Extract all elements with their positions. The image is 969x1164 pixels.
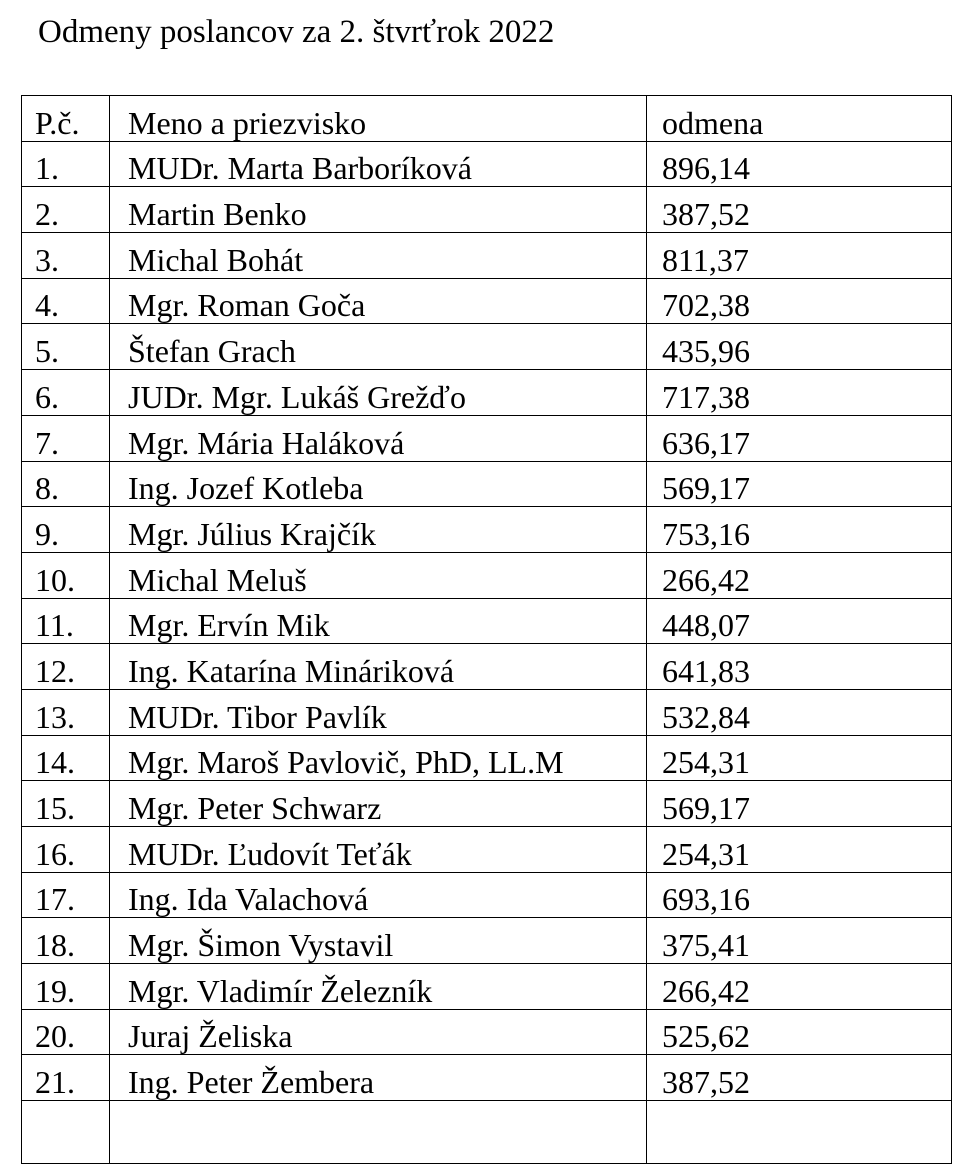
table-row	[22, 644, 952, 690]
row-amount: 387,52	[647, 1055, 952, 1101]
row-amount: 266,42	[647, 552, 952, 598]
row-amount: 448,07	[647, 598, 952, 644]
empty-table-row	[22, 1101, 952, 1164]
row-amount: 254,31	[647, 735, 952, 781]
empty-cell	[22, 1101, 110, 1164]
header-number: P.č.	[22, 96, 110, 142]
row-name: MUDr. Ľudovít Teťák	[110, 827, 647, 873]
row-number: 13.	[22, 689, 110, 735]
table-row	[22, 278, 952, 324]
row-name: Mgr. Peter Schwarz	[110, 781, 647, 827]
row-number: 14.	[22, 735, 110, 781]
row-amount: 636,17	[647, 415, 952, 461]
row-amount: 532,84	[647, 689, 952, 735]
table-row	[22, 872, 952, 918]
table-row	[22, 324, 952, 370]
table-row	[22, 918, 952, 964]
row-number: 6.	[22, 370, 110, 416]
row-amount: 641,83	[647, 644, 952, 690]
table-row	[22, 552, 952, 598]
row-amount: 254,31	[647, 827, 952, 873]
row-amount: 375,41	[647, 918, 952, 964]
page-title: Odmeny poslancov za 2. štvrťrok 2022	[38, 14, 555, 50]
row-amount: 387,52	[647, 187, 952, 233]
row-number: 8.	[22, 461, 110, 507]
table-row	[22, 415, 952, 461]
row-name: Mgr. Maroš Pavlovič, PhD, LL.M	[110, 735, 647, 781]
row-amount: 702,38	[647, 278, 952, 324]
row-number: 19.	[22, 964, 110, 1010]
table-row	[22, 507, 952, 553]
row-number: 12.	[22, 644, 110, 690]
row-name: Michal Meluš	[110, 552, 647, 598]
row-amount: 896,14	[647, 141, 952, 187]
row-name: Martin Benko	[110, 187, 647, 233]
row-name: Štefan Grach	[110, 324, 647, 370]
row-amount: 569,17	[647, 461, 952, 507]
table-row	[22, 827, 952, 873]
row-amount: 266,42	[647, 964, 952, 1010]
table-row	[22, 689, 952, 735]
row-name: Juraj Želiska	[110, 1009, 647, 1055]
row-amount: 717,38	[647, 370, 952, 416]
row-number: 17.	[22, 872, 110, 918]
table-row	[22, 233, 952, 279]
row-name: Mgr. Ervín Mik	[110, 598, 647, 644]
row-name: Ing. Jozef Kotleba	[110, 461, 647, 507]
table-row	[22, 187, 952, 233]
row-number: 11.	[22, 598, 110, 644]
row-number: 7.	[22, 415, 110, 461]
empty-cell	[110, 1101, 647, 1164]
row-number: 1.	[22, 141, 110, 187]
table-row	[22, 1055, 952, 1101]
row-name: Mgr. Július Krajčík	[110, 507, 647, 553]
row-number: 5.	[22, 324, 110, 370]
table-row	[22, 1009, 952, 1055]
row-number: 3.	[22, 233, 110, 279]
row-name: Ing. Ida Valachová	[110, 872, 647, 918]
row-amount: 569,17	[647, 781, 952, 827]
compensation-table	[21, 95, 952, 1164]
row-name: Mgr. Roman Goča	[110, 278, 647, 324]
table-header-row	[22, 96, 952, 142]
empty-cell	[647, 1101, 952, 1164]
table-row	[22, 461, 952, 507]
row-number: 15.	[22, 781, 110, 827]
row-name: Ing. Katarína Mináriková	[110, 644, 647, 690]
table-row	[22, 141, 952, 187]
row-name: Ing. Peter Žembera	[110, 1055, 647, 1101]
header-amount: odmena	[647, 96, 952, 142]
table-row	[22, 370, 952, 416]
row-number: 20.	[22, 1009, 110, 1055]
row-name: MUDr. Tibor Pavlík	[110, 689, 647, 735]
row-number: 10.	[22, 552, 110, 598]
table-row	[22, 964, 952, 1010]
row-name: Mgr. Šimon Vystavil	[110, 918, 647, 964]
row-number: 21.	[22, 1055, 110, 1101]
header-name: Meno a priezvisko	[110, 96, 647, 142]
table-row	[22, 735, 952, 781]
row-number: 18.	[22, 918, 110, 964]
row-name: JUDr. Mgr. Lukáš Grežďo	[110, 370, 647, 416]
row-name: Mgr. Mária Haláková	[110, 415, 647, 461]
row-amount: 435,96	[647, 324, 952, 370]
row-number: 9.	[22, 507, 110, 553]
row-number: 16.	[22, 827, 110, 873]
table-row	[22, 598, 952, 644]
row-number: 2.	[22, 187, 110, 233]
row-number: 4.	[22, 278, 110, 324]
row-amount: 693,16	[647, 872, 952, 918]
row-amount: 525,62	[647, 1009, 952, 1055]
row-name: MUDr. Marta Barboríková	[110, 141, 647, 187]
row-name: Mgr. Vladimír Železník	[110, 964, 647, 1010]
row-name: Michal Bohát	[110, 233, 647, 279]
row-amount: 753,16	[647, 507, 952, 553]
row-amount: 811,37	[647, 233, 952, 279]
table-body	[22, 96, 952, 1164]
table-row	[22, 781, 952, 827]
